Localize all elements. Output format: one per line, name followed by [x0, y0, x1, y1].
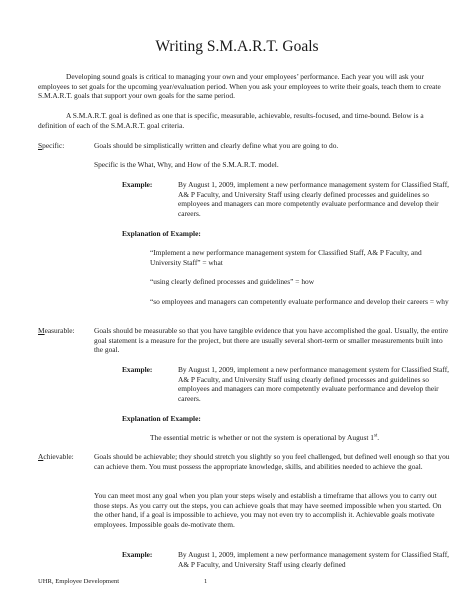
achievable-definition-2: You can meet most any goal when you plan your steps wisely and establish a timeframe that allows you to carry out those steps. As you carry out the steps, you can achieve goals that may have seemed impossible when you started. On the other hand, if a goal is impossible to achieve, you may not even try to accomplish it. Achievable goals motivate employees. Impossible goals de-motivate them. — [94, 491, 442, 529]
term-measurable — [38, 326, 75, 336]
measurable-definition: Goals should be measurable so that you have tangible evidence that you have accomplished the goal. Usually, the entire goal statement is a measure for the project, but there are usually several short-term or smaller measurements built into the goal. — [94, 326, 449, 355]
specific-explanation-label: Explanation of Example: — [122, 229, 201, 238]
measurable-explanation-end: . — [377, 433, 380, 442]
term-measurable-initial: M — [38, 326, 45, 335]
page-footer: UHR, Employee Development — [38, 578, 120, 585]
measurable-example-text: By August 1, 2009, implement a new performance management system for Classified Staff, A& P Faculty, and University Staff using clearly defined processes and guidelines so employees and managers can more competently evaluate performance and develop their careers. — [178, 365, 449, 403]
measurable-example-label: Example: — [122, 365, 153, 374]
intro-paragraph-1: Developing sound goals is critical to managing your own and your employees’ performance. Each year you will ask your employees to set goals for the upcoming year/evaluation period. When you ask your employees to write their goals, teach them to create S.M.A.R.T. goals that support your own goals for the same period. — [38, 72, 441, 101]
page-number: 1 — [204, 578, 208, 585]
achievable-example-text: By August 1, 2009, implement a new performance management system for Classified Staff, A& P Faculty, and University Staff using clearly defined — [178, 550, 449, 569]
term-specific-rest: pecific: — [42, 141, 65, 150]
measurable-explanation-text — [150, 433, 450, 443]
measurable-explanation-main: The essential metric is whether or not the system is operational by August 1 — [150, 433, 374, 442]
term-specific — [38, 141, 64, 151]
specific-quote-how: “using clearly defined processes and guidelines” = how — [150, 277, 315, 286]
achievable-example-label: Example: — [122, 550, 153, 559]
measurable-explanation-sup: st — [373, 433, 378, 439]
specific-quote-why: “so employees and managers can competently evaluate performance and develop their careers = why — [150, 297, 449, 306]
intro-paragraph-2: A S.M.A.R.T. goal is defined as one that is specific, measurable, achievable, results-focused, and time-bound. Below is a definition of each of the S.M.A.R.T. goal criteria. — [38, 111, 424, 130]
specific-example-text: By August 1, 2009, implement a new performance management system for Classified Staff, A& P Faculty, and University Staff using clearly defined processes and guidelines so employees and managers can more competently evaluate performance and develop their careers. — [178, 180, 449, 218]
term-achievable-rest: chievable: — [43, 452, 74, 461]
specific-definition-2: Specific is the What, Why, and How of the S.M.A.R.T. model. — [94, 160, 279, 169]
page-title: Writing S.M.A.R.T. Goals — [155, 38, 319, 55]
term-achievable-initial: A — [38, 452, 44, 461]
measurable-explanation-label: Explanation of Example: — [122, 414, 201, 423]
specific-definition-1: Goals should be simplistically written and clearly define what you are going to do. — [94, 141, 339, 150]
term-achievable — [38, 452, 74, 462]
specific-example-label: Example: — [122, 180, 153, 189]
term-measurable-rest: easurable: — [44, 326, 75, 335]
specific-quote-what: “Implement a new performance management system for Classified Staff, A& P Faculty, and University Staff” = what — [150, 248, 422, 267]
achievable-definition-1: Goals should be achievable; they should stretch you slightly so you feel challenged, but defined well enough so that you can achieve them. You must possess the appropriate knowledge, skills, and abilities needed to achieve the goal. — [94, 452, 450, 471]
term-specific-initial: S — [38, 141, 43, 150]
